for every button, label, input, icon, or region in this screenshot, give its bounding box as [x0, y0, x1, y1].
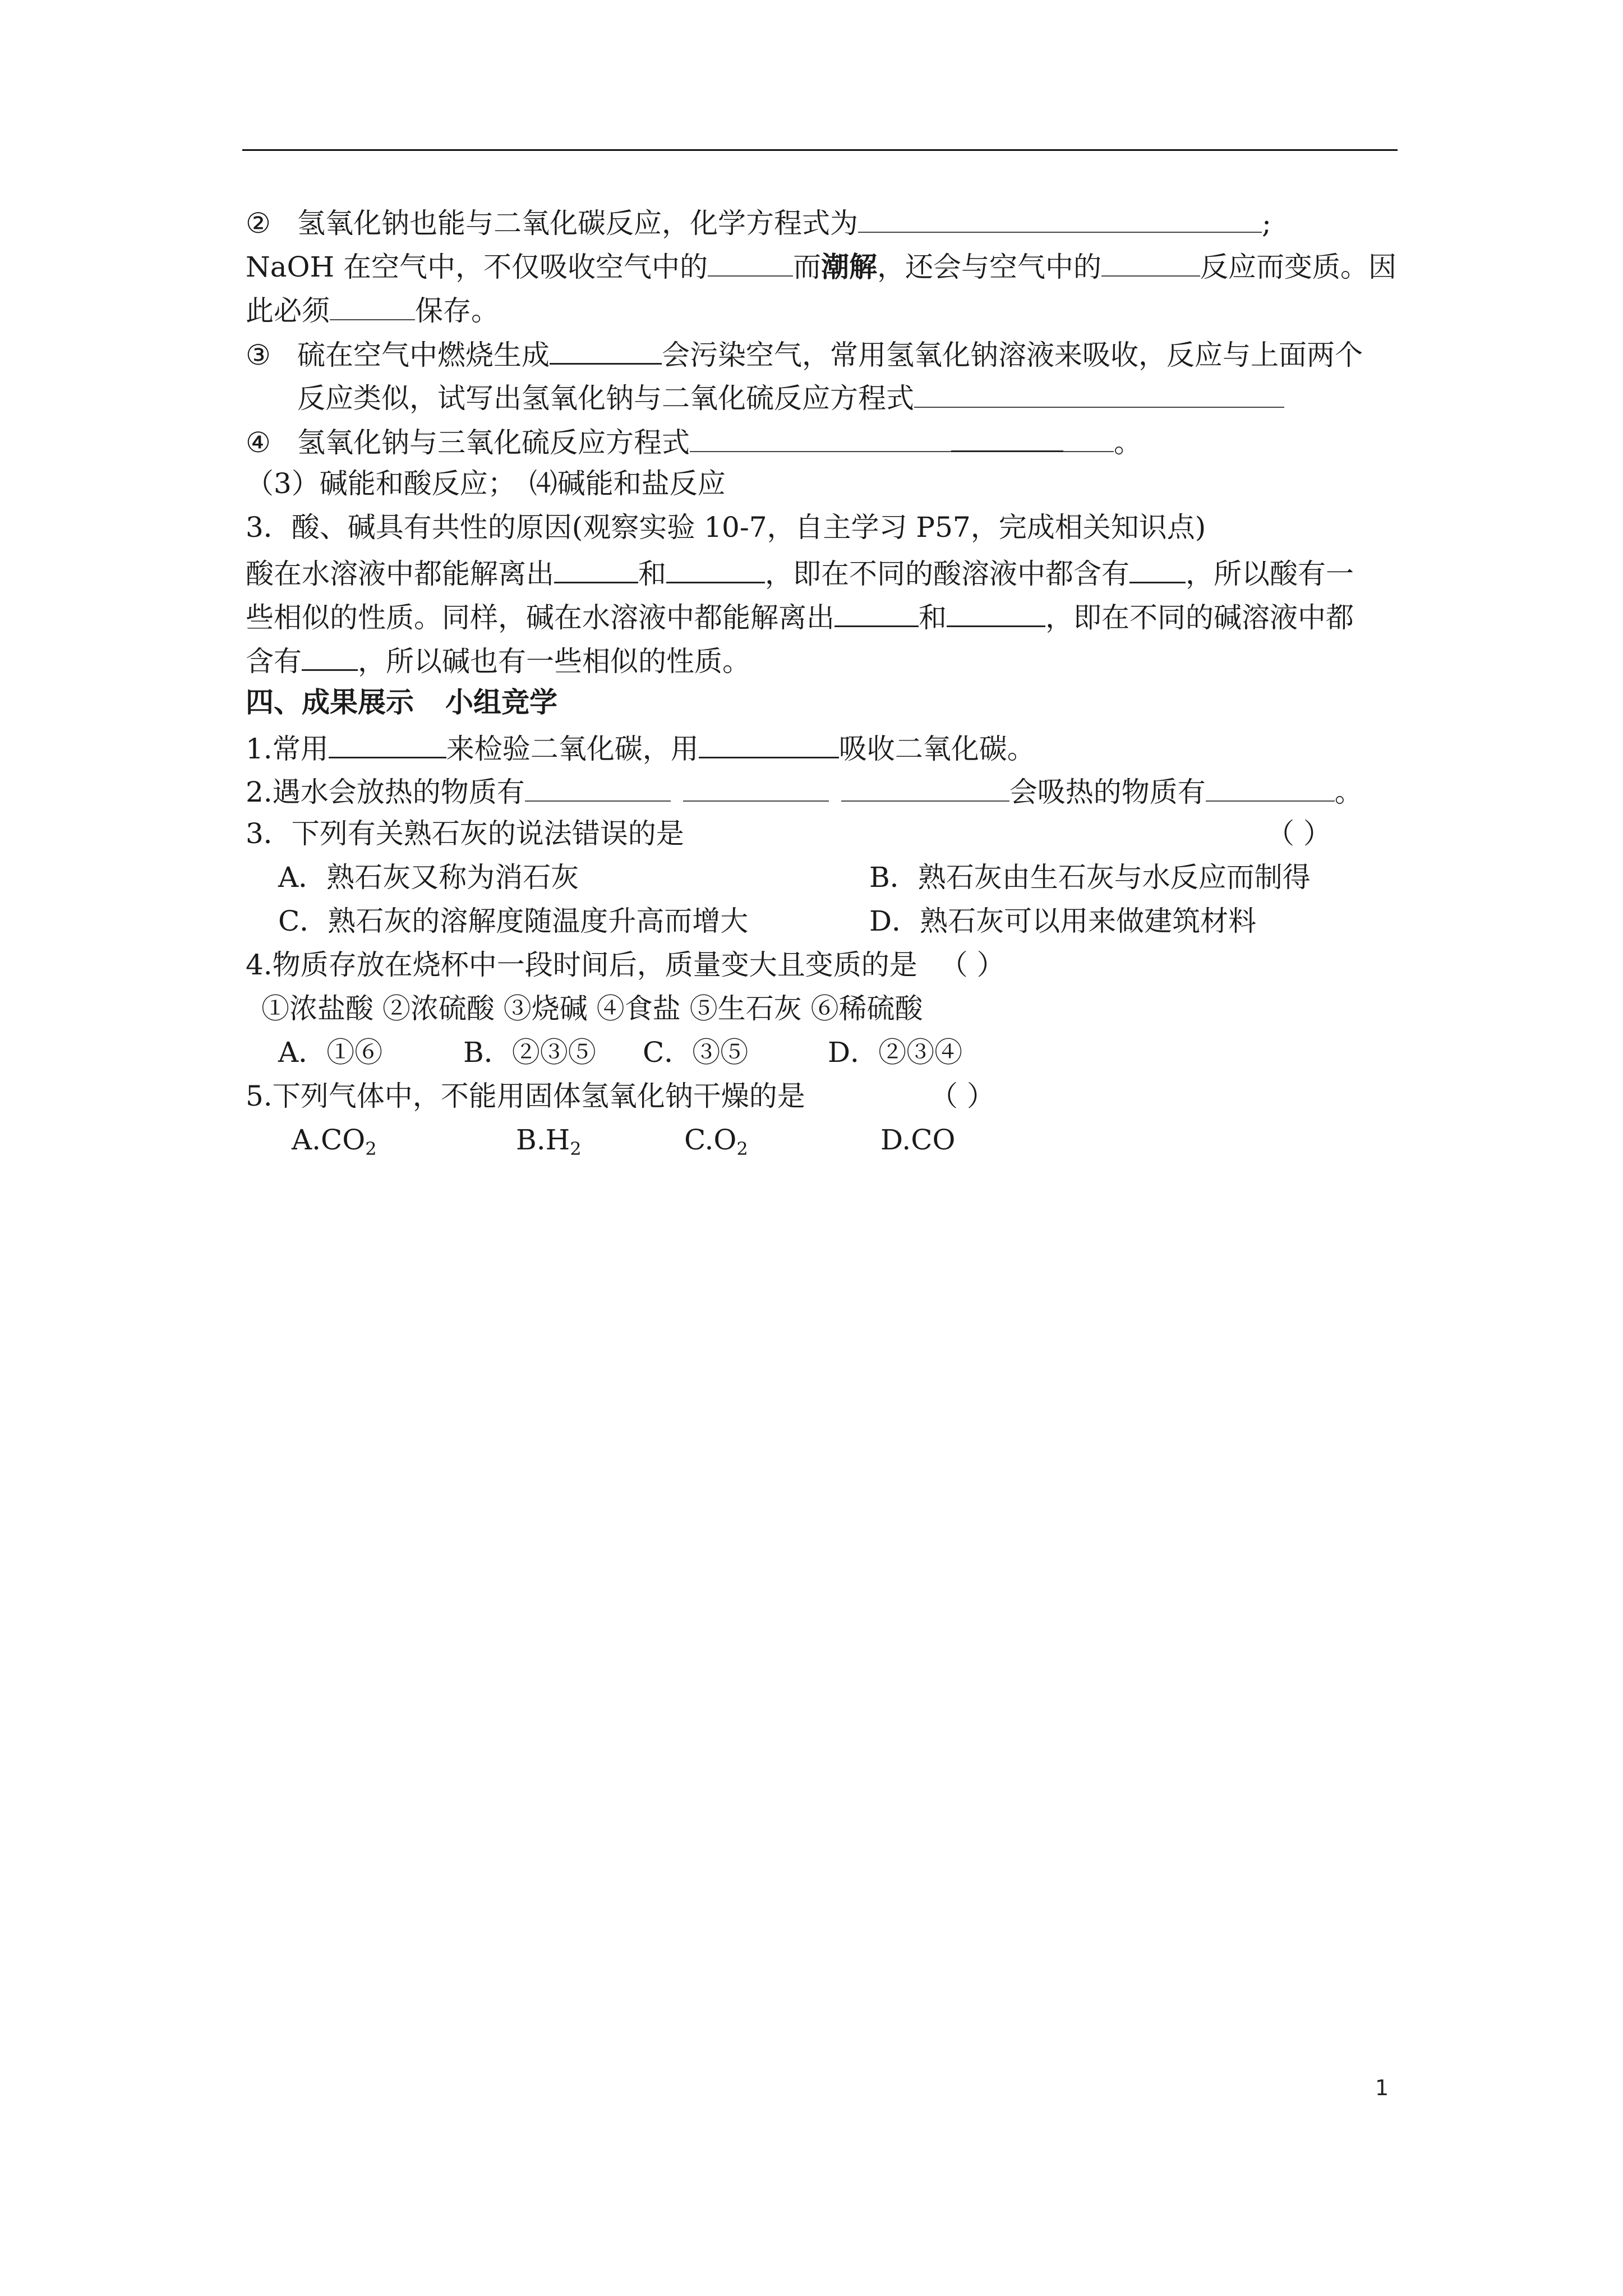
- answer-blank[interactable]: [1063, 418, 1114, 452]
- worksheet-body: [246, 199, 1401, 1162]
- item-2-text: 氢氧化钠也能与二氧化碳反应，化学方程式为: [297, 207, 858, 240]
- answer-blank[interactable]: [666, 549, 765, 583]
- item-3-text-b: 会污染空气，常用氢氧化钠溶液来吸收，反应与上面两个: [662, 339, 1363, 371]
- answer-blank[interactable]: [1101, 243, 1200, 277]
- base-cont-text-b: ，所以碱也有一些相似的性质。: [358, 645, 750, 678]
- q5-options: [246, 1118, 1401, 1162]
- section-3-4-line: [246, 462, 1401, 505]
- answer-blank[interactable]: [683, 768, 829, 802]
- q1-text-a: 1.常用: [246, 733, 329, 765]
- q3-options-cd: [246, 899, 1401, 943]
- storage-text-b: 保存。: [415, 295, 499, 327]
- naoh-text-a: NaOH 在空气中，不仅吸收空气中的: [246, 251, 708, 283]
- item-2-end: ;: [1262, 207, 1271, 240]
- storage-line: [246, 287, 1401, 330]
- q5-option-b[interactable]: [516, 1118, 684, 1171]
- base-line: [246, 593, 1401, 637]
- item-4-line: [246, 418, 1401, 462]
- naoh-text-b: 而: [793, 251, 822, 283]
- page-number: 1: [1375, 2076, 1389, 2100]
- acid-text-a: 酸在水溶液中都能解离出: [246, 558, 554, 590]
- circled-number: ④: [246, 426, 271, 459]
- answer-blank[interactable]: [302, 637, 358, 671]
- naoh-text-e: 反应而变质。因: [1200, 251, 1397, 283]
- q5-option-a-text: A.CO: [292, 1124, 366, 1156]
- answer-parentheses[interactable]: （ ）: [1266, 817, 1331, 850]
- answer-blank[interactable]: [330, 287, 415, 320]
- q3-options-ab: [246, 855, 1401, 899]
- q4-stem-text: 4.物质存放在烧杯中一段时间后，质量变大且变质的是: [246, 949, 917, 981]
- common-properties-heading: 3．酸、碱具有共性的原因(观察实验 10-7，自主学习 P57，完成相关知识点): [246, 511, 1206, 544]
- q4-items: [246, 987, 1401, 1030]
- item-3-reaction: （3）碱能和酸反应；: [246, 467, 516, 500]
- q4-option-b[interactable]: B．②③⑤: [463, 1036, 596, 1069]
- q1-line: [246, 724, 1401, 768]
- item-4-text: 氢氧化钠与三氧化硫反应方程式: [297, 426, 690, 459]
- answer-blank[interactable]: [554, 549, 638, 583]
- q3-stem: [246, 812, 1401, 855]
- circled-number: ③: [246, 339, 271, 371]
- base-text-c: ，即在不同的碱溶液中都: [1045, 601, 1354, 634]
- header-rule: [242, 149, 1398, 151]
- answer-blank[interactable]: [914, 374, 1284, 408]
- naoh-text-d: ，还会与空气中的: [877, 251, 1102, 283]
- q5-option-d[interactable]: D.CO: [880, 1124, 956, 1156]
- q5-option-c[interactable]: [684, 1118, 880, 1171]
- base-text-a: 些相似的性质。同样，碱在水溶液中都能解离出: [246, 601, 834, 634]
- answer-blank[interactable]: [550, 330, 662, 365]
- q5-option-a[interactable]: [292, 1118, 516, 1171]
- item-4-end: 。: [1114, 426, 1142, 459]
- q4-option-a[interactable]: A．①⑥: [278, 1036, 383, 1069]
- acid-line: [246, 549, 1401, 593]
- base-cont-line: [246, 637, 1401, 680]
- naoh-line: [246, 243, 1401, 287]
- q5-stem-text: 5.下列气体中，不能用固体氢氧化钠干燥的是: [246, 1080, 805, 1112]
- answer-blank[interactable]: [699, 724, 839, 758]
- answer-blank[interactable]: [708, 243, 793, 277]
- storage-text-a: 此必须: [246, 295, 330, 327]
- answer-blank[interactable]: [951, 418, 1063, 452]
- answer-blank[interactable]: [525, 768, 671, 802]
- acid-text-c: ，即在不同的酸溶液中都含有: [765, 558, 1129, 590]
- item-3-text-a: 硫在空气中燃烧生成: [297, 339, 550, 371]
- subscript: 2: [736, 1138, 748, 1159]
- item-4-reaction: ⑷碱能和盐反应: [529, 467, 726, 500]
- item-3-cont-line: [246, 374, 1401, 418]
- answer-blank[interactable]: [858, 199, 1262, 233]
- answer-blank[interactable]: [947, 593, 1045, 627]
- q3-option-d[interactable]: D．熟石灰可以用来做建筑材料: [869, 905, 1257, 937]
- item-2-line: [246, 199, 1401, 243]
- answer-blank[interactable]: [329, 724, 446, 758]
- q4-substance-list: ①浓盐酸 ②浓硫酸 ③烧碱 ④食盐 ⑤生石灰 ⑥稀硫酸: [261, 992, 923, 1025]
- answer-blank[interactable]: [841, 768, 1009, 802]
- q3-option-c[interactable]: C．熟石灰的溶解度随温度升高而增大: [278, 905, 749, 937]
- acid-text-b: 和: [638, 558, 666, 590]
- q2-text-b: 会吸热的物质有: [1009, 776, 1206, 808]
- section-3-heading: [246, 505, 1401, 549]
- subscript: 2: [570, 1138, 582, 1159]
- q4-options: [246, 1030, 1401, 1074]
- q3-stem-text: 3．下列有关熟石灰的说法错误的是: [246, 817, 684, 850]
- q2-text-c: 。: [1334, 776, 1363, 808]
- naoh-text-bold: 潮解: [821, 250, 878, 283]
- q1-text-b: 来检验二氧化碳，用: [446, 733, 699, 765]
- answer-blank[interactable]: [834, 593, 919, 627]
- answer-blank[interactable]: [690, 418, 951, 452]
- item-3-cont-text: 反应类似，试写出氢氧化钠与二氧化硫反应方程式: [297, 382, 914, 415]
- q3-option-b[interactable]: B．熟石灰由生石灰与水反应而制得: [869, 861, 1311, 894]
- q5-option-b-text: B.H: [516, 1124, 570, 1156]
- q2-line: [246, 768, 1401, 812]
- q2-text-a: 2.遇水会放热的物质有: [246, 776, 525, 808]
- q4-option-c[interactable]: C．③⑤: [643, 1036, 749, 1069]
- item-3-line: [246, 330, 1401, 374]
- base-cont-text-a: 含有: [246, 645, 302, 678]
- section-4-subtitle: 小组竞学: [445, 685, 557, 719]
- q4-option-d[interactable]: D．②③④: [828, 1036, 963, 1069]
- q5-stem: [246, 1074, 1401, 1118]
- section-4-title: 四、成果展示: [246, 685, 414, 719]
- section-4-heading: [246, 680, 1401, 724]
- circled-number: ②: [246, 207, 271, 240]
- q1-text-c: 吸收二氧化碳。: [838, 733, 1035, 765]
- base-text-b: 和: [919, 601, 947, 634]
- subscript: 2: [365, 1138, 377, 1159]
- q5-option-c-text: C.O: [684, 1124, 737, 1156]
- answer-blank[interactable]: [1206, 768, 1335, 802]
- answer-blank[interactable]: [1129, 549, 1186, 583]
- answer-parentheses[interactable]: （ ）: [939, 949, 1005, 981]
- acid-text-d: ，所以酸有一: [1186, 558, 1354, 590]
- q3-option-a[interactable]: A．熟石灰又称为消石灰: [278, 861, 579, 894]
- answer-parentheses[interactable]: （ ）: [930, 1080, 995, 1112]
- q4-stem: [246, 943, 1401, 987]
